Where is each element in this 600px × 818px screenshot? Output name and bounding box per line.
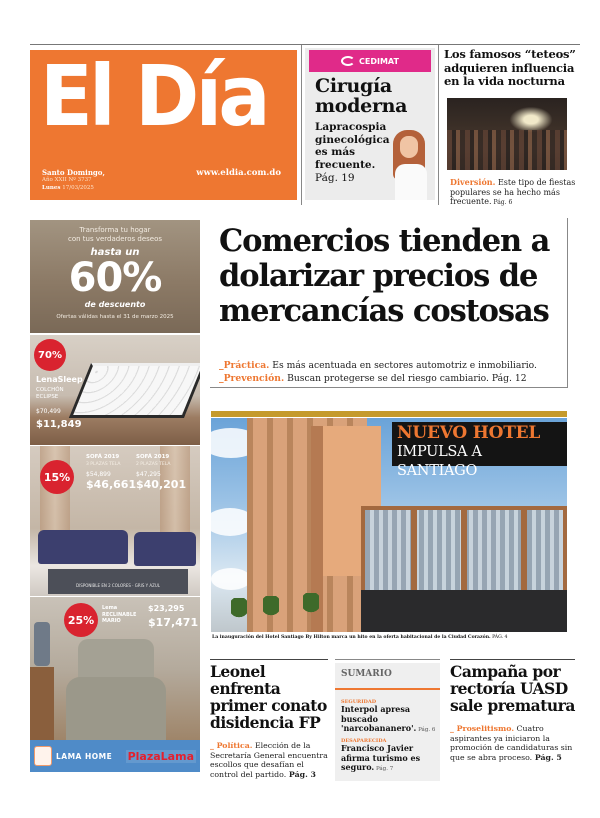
ad-promo-banner[interactable] <box>30 220 200 333</box>
cloud <box>211 568 251 590</box>
leonel-story[interactable] <box>210 663 328 779</box>
column-divider <box>301 45 302 205</box>
hotel-title-1: NUEVO HOTEL <box>397 423 541 443</box>
caption-page: PÁG. 4 <box>490 635 508 640</box>
ad-mattress[interactable] <box>30 335 200 445</box>
side-table <box>30 667 54 742</box>
hotel-caption <box>212 635 572 640</box>
rug <box>48 569 188 594</box>
cedimat-teaser[interactable] <box>305 48 435 200</box>
ad-recliner[interactable] <box>30 597 200 742</box>
crowd <box>447 130 567 170</box>
leonel-text: Elección de la Secretaría General encuentra escollos que desafían el control del partido. <box>210 741 328 779</box>
sofa-small <box>134 532 196 566</box>
masthead-date-value: 17/03/2025 <box>62 185 94 191</box>
recliner-old-price: $23,295 <box>148 604 185 613</box>
leonel-page: Pág. 3 <box>286 769 316 779</box>
hotel-frame <box>461 506 467 596</box>
palm-tree <box>231 598 247 628</box>
sumario-item[interactable] <box>341 738 441 775</box>
leonel-summary <box>210 741 328 779</box>
hotel-accent-bar <box>211 411 567 417</box>
discount-badge: 15% <box>40 460 74 494</box>
deck-kicker: _Práctica. <box>219 360 270 371</box>
deck-text: Es más acentuada en sectores automotriz e inmobiliario. <box>269 360 537 371</box>
sumario-rule <box>335 688 440 690</box>
woman-face <box>400 136 418 158</box>
masthead-date <box>42 185 94 191</box>
masthead-url[interactable]: www.eldia.com.do <box>196 168 281 178</box>
masthead-edition: Año XXII Nº 3737 <box>42 177 92 183</box>
woman-body <box>395 164 427 200</box>
section-rule <box>210 659 328 660</box>
lama-home-logo-icon <box>34 746 52 766</box>
caption-text: La inauguración del Hotel Santiago By Hilton marca un hito en la oferta habitacional de la Ciudad Corazón. <box>212 635 491 640</box>
cedimat-headline-line2: moderna <box>315 95 408 117</box>
hotel-photo[interactable] <box>211 418 567 632</box>
discount-badge: 25% <box>64 603 98 637</box>
lead-story[interactable] <box>210 218 568 388</box>
ad-promo-validity: Ofertas válidas hasta el 31 de marzo 2025 <box>56 314 174 320</box>
cedimat-subhead: Lapracospia ginecológica es más frecuente. <box>315 121 390 171</box>
section-rule <box>450 659 575 660</box>
discount-badge: 70% <box>34 339 66 371</box>
logo[interactable]: El Día <box>40 47 267 145</box>
section-rule <box>335 659 440 660</box>
teteos-kicker: Diversión. <box>450 177 496 187</box>
campana-headline: Campaña por rectoría UASD sale prematura <box>450 662 575 715</box>
top-rule <box>30 44 580 45</box>
sumario-item[interactable] <box>341 699 441 736</box>
sofa-large <box>38 530 128 564</box>
woman-photo <box>389 130 431 200</box>
hotel-frame <box>411 506 417 596</box>
mattress-image <box>69 363 200 418</box>
plaza-lama-brand: PlazaLama <box>127 749 194 763</box>
lead-headline: Comercios tienden a dolarizar precios de mercancías costosas <box>219 223 550 329</box>
teteos-headline: Los famosos “teteos” adquieren influencia en la vida nocturna <box>444 47 576 88</box>
lead-deck-1 <box>219 360 537 371</box>
lead-deck-2 <box>219 373 527 384</box>
lama-home-brand: LAMA HOME <box>56 751 113 761</box>
cedimat-page: Pág. 19 <box>315 172 355 184</box>
hotel-title-box <box>392 422 567 479</box>
campana-kicker: _ Proselitismo. <box>450 724 515 733</box>
ad-footer[interactable] <box>30 740 200 772</box>
sumario-text: Francisco Javier afirma turismo es seguro. <box>341 743 421 772</box>
palm-tree <box>303 593 319 623</box>
sumario-title: SUMARIO <box>341 669 392 679</box>
mattress-old-price: $70,499 <box>36 408 61 415</box>
cedimat-headline <box>315 76 407 116</box>
sumario-page: Pág. 7 <box>374 766 394 772</box>
campana-story[interactable] <box>450 663 575 762</box>
sumario-text: Interpol apresa buscado 'narcobananero'. <box>341 704 417 733</box>
leonel-headline: Leonel enfrenta primer conato disidencia FP <box>210 662 327 732</box>
sumario-kicker: SEGURIDAD <box>341 699 377 705</box>
column-divider <box>438 45 439 205</box>
mattress-new-price: $11,849 <box>36 419 82 430</box>
ad-promo-percent: 60% <box>68 255 162 301</box>
palm-tree <box>263 596 279 626</box>
hotel-title-2: IMPULSA A SANTIAGO <box>397 444 482 479</box>
deck-kicker: _Prevención. <box>219 373 285 384</box>
ad-sofas[interactable] <box>30 446 200 596</box>
teteos-summary <box>450 178 578 208</box>
masthead-city: Santo Domingo, <box>42 168 105 177</box>
sumario-kicker: DESAPARECIDA <box>341 738 387 744</box>
cedimat-logo-icon <box>341 56 355 66</box>
leonel-kicker: _ Política. <box>210 741 253 750</box>
sofa-offer-2: SOFÁ 2019 2 PLAZAS TELA $47,295 $40,201 <box>136 454 187 491</box>
ad-promo-upto: hasta un <box>90 247 140 258</box>
sumario-page: Pág. 6 <box>416 727 436 733</box>
teteos-teaser[interactable] <box>444 48 580 208</box>
mattress-brand: LenaSleep <box>36 375 83 384</box>
ad-promo-tagline: Transforma tu hogar con tus verdaderos deseos <box>67 226 163 243</box>
hotel-entrance <box>361 590 567 632</box>
cedimat-brand-bar <box>309 50 431 72</box>
deck-text: Buscan protegerse se del riesgo cambiario. Pág. 12 <box>284 373 527 384</box>
masthead-day: Lunes <box>42 185 61 191</box>
sumario-box <box>335 663 440 781</box>
sofa-offer-1: SOFÁ 2019 3 PLAZAS TELA $54,899 $46,661 <box>86 454 137 491</box>
ad-promo-discount: de descuento <box>84 300 146 309</box>
recliner-new-price: $17,471 <box>148 616 199 629</box>
campana-summary <box>450 724 575 762</box>
hotel-frame <box>521 506 527 596</box>
teteos-page: Pág. 6 <box>491 199 513 206</box>
cedimat-brand: CEDIMAT <box>359 56 399 66</box>
lamp <box>34 622 50 666</box>
mattress-product: COLCHÓN ECLIPSE <box>36 387 64 400</box>
ad-column[interactable] <box>30 220 200 772</box>
masthead <box>30 47 297 200</box>
campana-page: Pág. 5 <box>532 752 562 762</box>
recliner-text: Lema RECLINABLE MARIO <box>102 605 137 624</box>
nightlife-photo <box>447 98 567 170</box>
cedimat-headline-line1: Cirugía <box>315 75 392 97</box>
sofa-availability: DISPONIBLE EN 2 COLORES · GRIS Y AZUL <box>76 583 160 588</box>
recliner-seat <box>66 677 166 742</box>
campana-text: Cuatro aspirantes ya iniciaron la promoción de candidaturas sin que se abra proceso. <box>450 724 573 762</box>
teteos-text: Este tipo de fiestas populares se ha hecho más frecuente. <box>450 178 576 206</box>
